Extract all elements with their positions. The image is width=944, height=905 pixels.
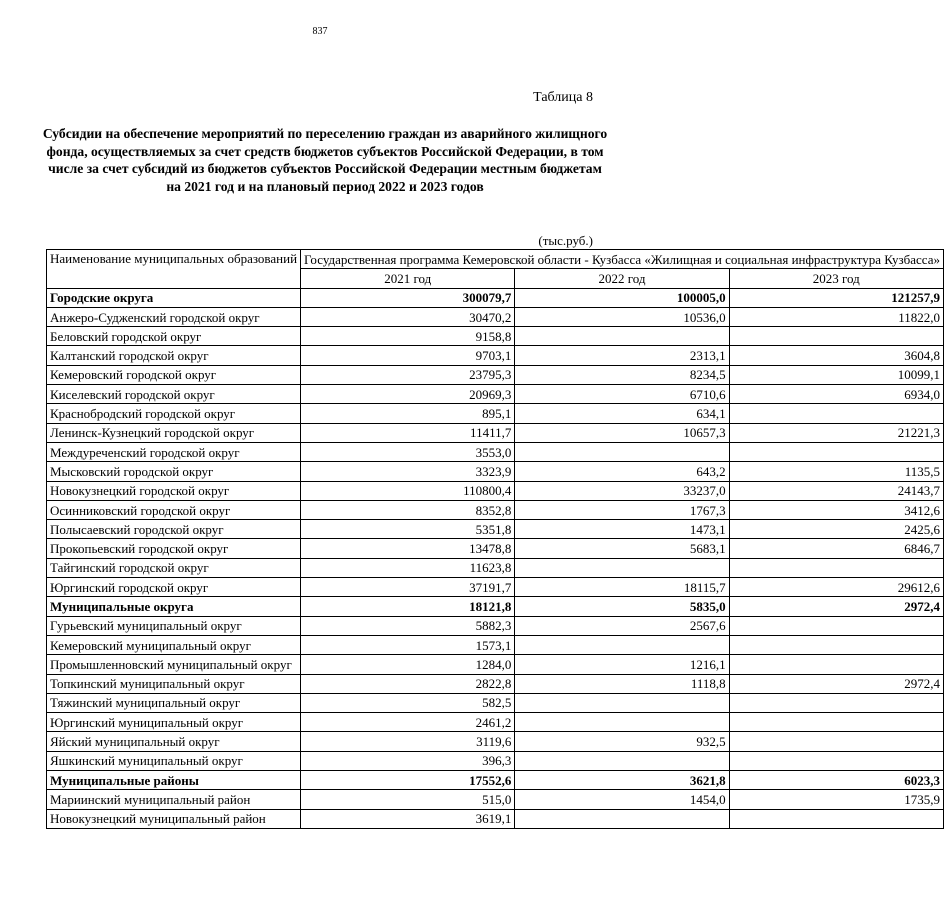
row-name: Новокузнецкий муниципальный район <box>47 809 301 828</box>
row-name: Мысковский городской округ <box>47 462 301 481</box>
table-row <box>47 635 944 654</box>
row-value-2022: 2313,1 <box>515 346 729 365</box>
row-value-2022: 1118,8 <box>515 674 729 693</box>
table-body <box>47 288 944 828</box>
row-name: Краснобродский городской округ <box>47 404 301 423</box>
row-value-2022 <box>515 751 729 770</box>
table-row <box>47 558 944 577</box>
table-row <box>47 520 944 539</box>
row-name: Ленинск-Кузнецкий городской округ <box>47 423 301 442</box>
row-value-2021: 37191,7 <box>301 578 515 597</box>
header-year-2021: 2021 год <box>301 269 515 288</box>
row-name: Киселевский городской округ <box>47 385 301 404</box>
row-value-2022: 8234,5 <box>515 365 729 384</box>
row-value-2021: 11623,8 <box>301 558 515 577</box>
row-value-2022: 10536,0 <box>515 307 729 326</box>
row-value-2022: 10657,3 <box>515 423 729 442</box>
row-name: Промышленновский муниципальный округ <box>47 655 301 674</box>
row-value-2023: 6934,0 <box>729 385 943 404</box>
table-row <box>47 462 944 481</box>
table-row <box>47 732 944 751</box>
row-name: Топкинский муниципальный округ <box>47 674 301 693</box>
row-value-2022: 1473,1 <box>515 520 729 539</box>
row-value-2021: 5882,3 <box>301 616 515 635</box>
row-name: Калтанский городской округ <box>47 346 301 365</box>
row-value-2021: 5351,8 <box>301 520 515 539</box>
row-value-2021: 3119,6 <box>301 732 515 751</box>
row-name: Муниципальные округа <box>47 597 301 616</box>
row-name: Яйский муниципальный округ <box>47 732 301 751</box>
table-row <box>47 790 944 809</box>
table-label: Таблица 8 <box>533 90 593 105</box>
row-value-2021: 2461,2 <box>301 713 515 732</box>
row-value-2021: 30470,2 <box>301 307 515 326</box>
row-value-2023 <box>729 713 943 732</box>
subsidy-table <box>46 249 944 829</box>
header-program: Государственная программа Кемеровской области - Кузбасса «Жилищная и социальная инфраструктура Кузбасса» <box>301 250 944 269</box>
row-value-2022: 5683,1 <box>515 539 729 558</box>
table-row <box>47 578 944 597</box>
row-value-2022: 634,1 <box>515 404 729 423</box>
row-value-2021: 1284,0 <box>301 655 515 674</box>
row-value-2023: 3412,6 <box>729 500 943 519</box>
row-value-2023: 1735,9 <box>729 790 943 809</box>
row-value-2021: 895,1 <box>301 404 515 423</box>
row-value-2022 <box>515 327 729 346</box>
table-row <box>47 751 944 770</box>
row-value-2023 <box>729 732 943 751</box>
units-label: (тыс.руб.) <box>538 233 593 248</box>
row-name: Новокузнецкий городской округ <box>47 481 301 500</box>
row-name: Гурьевский муниципальный округ <box>47 616 301 635</box>
row-value-2022 <box>515 558 729 577</box>
table-row <box>47 500 944 519</box>
row-value-2021: 17552,6 <box>301 771 515 790</box>
row-name: Междуреченский городской округ <box>47 442 301 461</box>
header-year-2023: 2023 год <box>729 269 943 288</box>
row-value-2023: 24143,7 <box>729 481 943 500</box>
row-value-2021: 3553,0 <box>301 442 515 461</box>
row-name: Юргинский муниципальный округ <box>47 713 301 732</box>
header-year-2022: 2022 год <box>515 269 729 288</box>
table-row <box>47 693 944 712</box>
row-value-2021: 515,0 <box>301 790 515 809</box>
row-name: Тайгинский городской округ <box>47 558 301 577</box>
row-value-2021: 3619,1 <box>301 809 515 828</box>
table-row <box>47 385 944 404</box>
table-row <box>47 713 944 732</box>
row-name: Муниципальные районы <box>47 771 301 790</box>
row-value-2023: 2972,4 <box>729 674 943 693</box>
table-row <box>47 346 944 365</box>
row-value-2022: 1216,1 <box>515 655 729 674</box>
row-name: Тяжинский муниципальный округ <box>47 693 301 712</box>
row-value-2023 <box>729 404 943 423</box>
row-value-2023 <box>729 616 943 635</box>
document-title: Субсидии на обеспечение мероприятий по переселению граждан из аварийного жилищного фонда, осуществляемых за счет средств бюджетов субъектов Российской Федерации, в том числе за счет субсидий из бюджетов субъектов Российской Федерации местным бюджетам на 2021 год и на плановый период 2022 и 2023 годов <box>42 126 608 194</box>
table-row <box>47 809 944 828</box>
table-row <box>47 307 944 326</box>
table-row <box>47 327 944 346</box>
row-value-2023: 2425,6 <box>729 520 943 539</box>
row-value-2023: 6023,3 <box>729 771 943 790</box>
row-value-2022 <box>515 809 729 828</box>
table-row <box>47 616 944 635</box>
row-value-2022: 1454,0 <box>515 790 729 809</box>
header-name-column: Наименование муниципальных образований <box>47 250 301 289</box>
row-name: Юргинский городской округ <box>47 578 301 597</box>
row-value-2021: 582,5 <box>301 693 515 712</box>
row-value-2021: 110800,4 <box>301 481 515 500</box>
row-value-2023 <box>729 809 943 828</box>
table-row <box>47 771 944 790</box>
table-row <box>47 655 944 674</box>
table-row <box>47 597 944 616</box>
row-value-2022: 100005,0 <box>515 288 729 307</box>
row-value-2022 <box>515 713 729 732</box>
row-value-2022: 3621,8 <box>515 771 729 790</box>
row-value-2021: 8352,8 <box>301 500 515 519</box>
row-value-2022: 932,5 <box>515 732 729 751</box>
row-value-2023: 1135,5 <box>729 462 943 481</box>
row-value-2022: 18115,7 <box>515 578 729 597</box>
row-value-2021: 11411,7 <box>301 423 515 442</box>
table-row <box>47 481 944 500</box>
row-name: Анжеро-Судженский городской округ <box>47 307 301 326</box>
row-value-2023: 10099,1 <box>729 365 943 384</box>
row-value-2021: 18121,8 <box>301 597 515 616</box>
row-value-2023 <box>729 558 943 577</box>
row-value-2022 <box>515 635 729 654</box>
row-value-2021: 1573,1 <box>301 635 515 654</box>
table-row <box>47 674 944 693</box>
row-value-2021: 23795,3 <box>301 365 515 384</box>
row-value-2022 <box>515 442 729 461</box>
row-value-2021: 13478,8 <box>301 539 515 558</box>
row-name: Беловский городской округ <box>47 327 301 346</box>
row-name: Кемеровский городской округ <box>47 365 301 384</box>
row-value-2021: 20969,3 <box>301 385 515 404</box>
row-value-2022: 5835,0 <box>515 597 729 616</box>
row-value-2021: 3323,9 <box>301 462 515 481</box>
row-name: Прокопьевский городской округ <box>47 539 301 558</box>
table-row <box>47 288 944 307</box>
row-value-2022 <box>515 693 729 712</box>
page-number: 837 <box>312 26 328 37</box>
row-name: Осинниковский городской округ <box>47 500 301 519</box>
row-value-2021: 9703,1 <box>301 346 515 365</box>
row-name: Яшкинский муниципальный округ <box>47 751 301 770</box>
row-value-2022: 643,2 <box>515 462 729 481</box>
row-value-2023: 21221,3 <box>729 423 943 442</box>
row-value-2022: 33237,0 <box>515 481 729 500</box>
row-value-2023 <box>729 635 943 654</box>
row-value-2021: 300079,7 <box>301 288 515 307</box>
row-value-2023 <box>729 442 943 461</box>
row-name: Мариинский муниципальный район <box>47 790 301 809</box>
table-row <box>47 404 944 423</box>
row-value-2023: 121257,9 <box>729 288 943 307</box>
row-value-2023: 11822,0 <box>729 307 943 326</box>
table-row <box>47 365 944 384</box>
row-value-2022: 6710,6 <box>515 385 729 404</box>
row-value-2021: 2822,8 <box>301 674 515 693</box>
header-row <box>47 250 944 269</box>
table-row <box>47 423 944 442</box>
row-value-2023: 3604,8 <box>729 346 943 365</box>
row-value-2022: 2567,6 <box>515 616 729 635</box>
row-value-2021: 9158,8 <box>301 327 515 346</box>
row-value-2023: 2972,4 <box>729 597 943 616</box>
row-value-2023 <box>729 693 943 712</box>
row-value-2023 <box>729 655 943 674</box>
row-value-2021: 396,3 <box>301 751 515 770</box>
row-name: Кемеровский муниципальный округ <box>47 635 301 654</box>
table-row <box>47 442 944 461</box>
table-row <box>47 539 944 558</box>
row-value-2023: 29612,6 <box>729 578 943 597</box>
row-value-2022: 1767,3 <box>515 500 729 519</box>
row-value-2023: 6846,7 <box>729 539 943 558</box>
row-name: Полысаевский городской округ <box>47 520 301 539</box>
row-name: Городские округа <box>47 288 301 307</box>
row-value-2023 <box>729 751 943 770</box>
row-value-2023 <box>729 327 943 346</box>
